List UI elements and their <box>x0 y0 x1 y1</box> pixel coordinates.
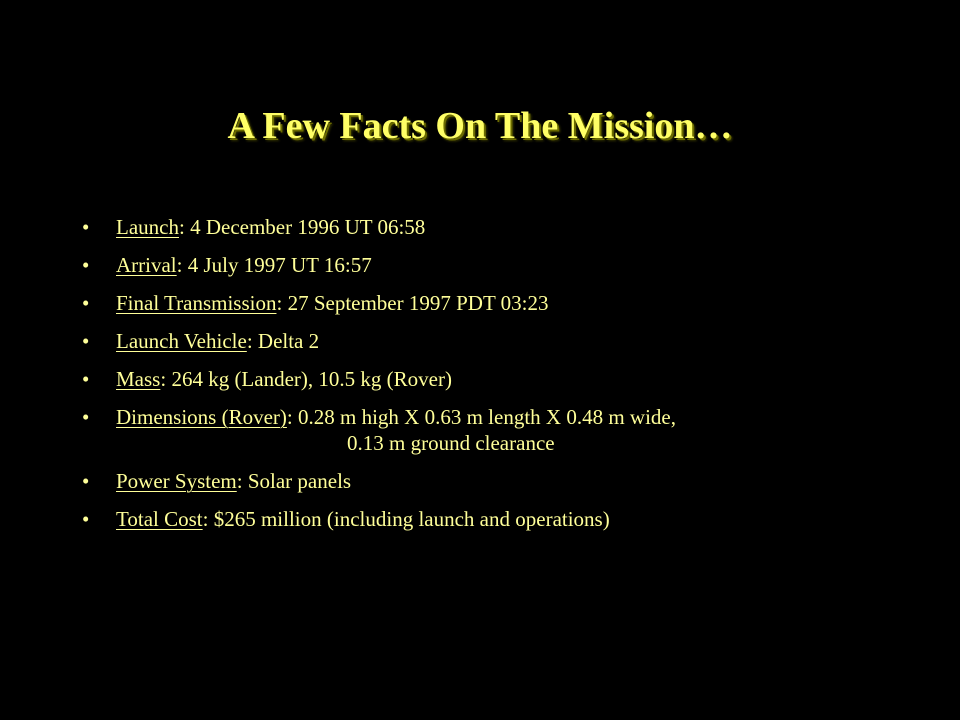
fact-value: 264 kg (Lander), 10.5 kg (Rover) <box>171 367 452 391</box>
fact-term: Mass <box>116 367 161 391</box>
bullet-icon: • <box>82 253 90 277</box>
bullet-icon: • <box>82 291 90 315</box>
fact-item-launch-vehicle <box>76 328 936 354</box>
fact-item-power-system <box>76 468 936 494</box>
fact-value: 0.28 m high X 0.63 m length X 0.48 m wide, <box>298 405 676 429</box>
bullet-icon: • <box>82 469 90 493</box>
fact-term: Arrival <box>116 253 177 277</box>
facts-list <box>76 214 936 544</box>
fact-value: Delta 2 <box>257 329 320 353</box>
fact-item-launch <box>76 214 936 240</box>
fact-separator: : <box>286 405 298 429</box>
fact-value: $265 million (including launch and operations) <box>213 507 610 531</box>
fact-item-dimensions <box>76 404 936 456</box>
fact-value-continuation: 0.13 m ground clearance <box>347 431 555 455</box>
fact-value: 4 December 1996 UT 06:58 <box>190 215 426 239</box>
bullet-icon: • <box>82 405 90 429</box>
fact-separator: : <box>246 329 258 353</box>
bullet-icon: • <box>82 507 90 531</box>
fact-value: Solar panels <box>247 469 352 493</box>
fact-value: 27 September 1997 PDT 03:23 <box>287 291 549 315</box>
fact-term: Launch <box>116 215 179 239</box>
fact-separator: : <box>276 291 288 315</box>
fact-value: 4 July 1997 UT 16:57 <box>187 253 372 277</box>
fact-separator: : <box>160 367 172 391</box>
fact-item-arrival <box>76 252 936 278</box>
bullet-icon: • <box>82 215 90 239</box>
fact-separator: : <box>236 469 248 493</box>
fact-term: Final Transmission <box>116 291 277 315</box>
fact-item-final-transmission <box>76 290 936 316</box>
fact-separator: : <box>176 253 188 277</box>
slide-title: A Few Facts On The Mission… <box>227 105 733 147</box>
fact-separator: : <box>202 507 214 531</box>
bullet-icon: • <box>82 329 90 353</box>
bullet-icon: • <box>82 367 90 391</box>
fact-item-mass <box>76 366 936 392</box>
fact-item-total-cost <box>76 506 936 532</box>
fact-term: Power System <box>116 469 237 493</box>
fact-term: Total Cost <box>116 507 203 531</box>
fact-term: Dimensions (Rover) <box>116 405 287 429</box>
fact-term: Launch Vehicle <box>116 329 247 353</box>
fact-separator: : <box>178 215 191 239</box>
